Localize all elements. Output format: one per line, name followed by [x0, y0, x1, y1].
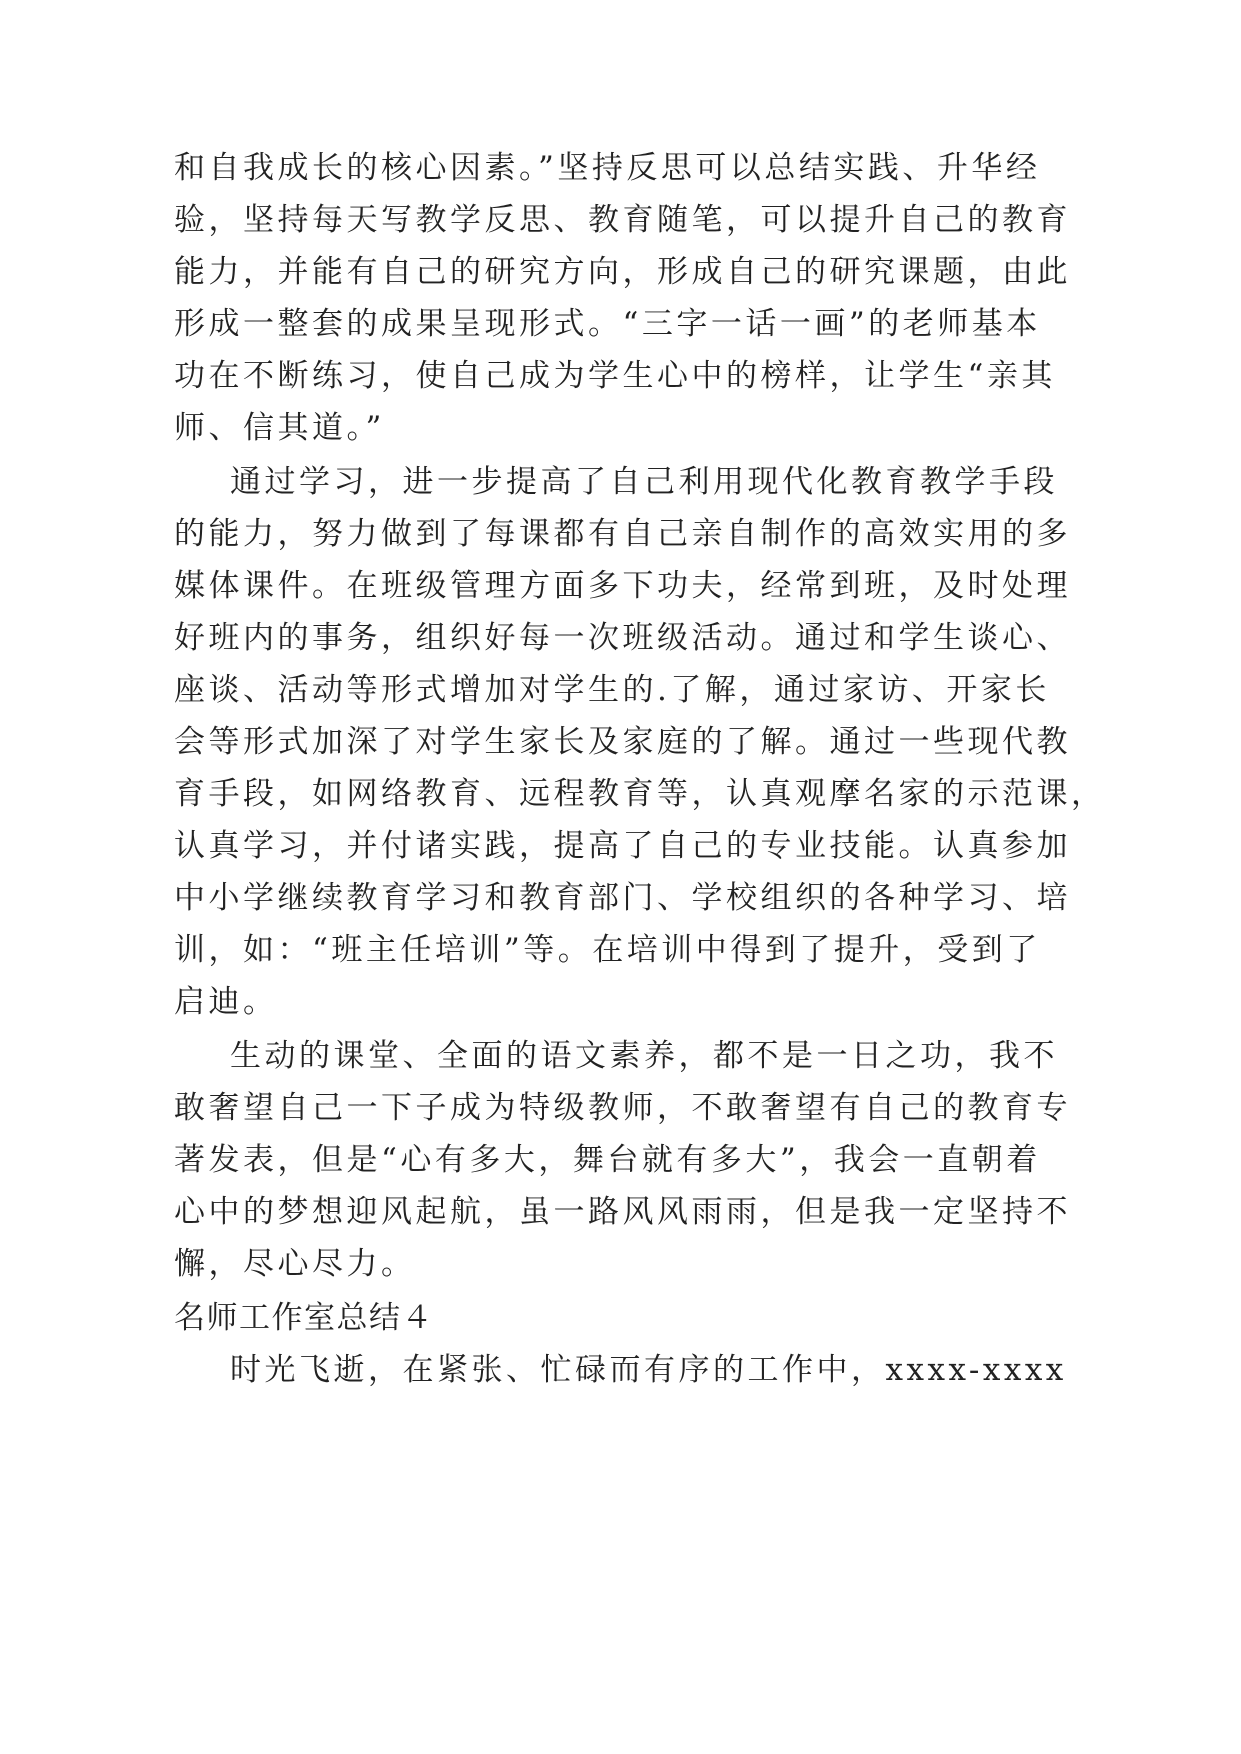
text-line: 认真学习，并付诸实践，提高了自己的专业技能。认真参加: [174, 828, 1071, 864]
text-line: 验，坚持每天写教学反思、教育随笔，可以提升自己的教育: [174, 202, 1071, 238]
text-line: 会等形式加深了对学生家长及家庭的了解。通过一些现代教: [174, 724, 1071, 760]
text-line: 好班内的事务，组织好每一次班级活动。通过和学生谈心、: [174, 620, 1071, 656]
text-line: 能力，并能有自己的研究方向，形成自己的研究课题，由此: [174, 254, 1071, 290]
paragraph-first-line: 时光飞逝，在紧张、忙碌而有序的工作中，xxxx-xxxx: [230, 1352, 1067, 1388]
text-line: 形成一整套的成果呈现形式。“三字一话一画”的老师基本: [174, 306, 1041, 342]
text-line: 师、信其道。”: [174, 410, 385, 446]
text-line: 懈，尽心尽力。: [174, 1246, 416, 1282]
paragraph-first-line: 生动的课堂、全面的语文素养，都不是一日之功，我不: [230, 1038, 1058, 1074]
text-line: 心中的梦想迎风起航，虽一路风风雨雨，但是我一定坚持不: [174, 1194, 1071, 1230]
text-line: 著发表，但是“心有多大，舞台就有多大”，我会一直朝着: [174, 1142, 1041, 1178]
text-line: 媒体课件。在班级管理方面多下功夫，经常到班，及时处理: [174, 568, 1071, 604]
text-line: 育手段，如网络教育、远程教育等，认真观摩名家的示范课，: [174, 776, 1106, 812]
section-heading: 名师工作室总结４: [174, 1300, 434, 1336]
text-line: 和自我成长的核心因素。”坚持反思可以总结实践、升华经: [174, 150, 1041, 186]
text-line: 启迪。: [174, 984, 278, 1020]
text-line: 的能力，努力做到了每课都有自己亲自制作的高效实用的多: [174, 516, 1071, 552]
text-line: 敢奢望自己一下子成为特级教师，不敢奢望有自己的教育专: [174, 1090, 1071, 1126]
text-line: 训，如：“班主任培训”等。在培训中得到了提升，受到了: [174, 932, 1041, 968]
paragraph-first-line: 通过学习，进一步提高了自己利用现代化教育教学手段: [230, 464, 1058, 500]
text-line: 功在不断练习，使自己成为学生心中的榜样，让学生“亲其: [174, 358, 1056, 394]
text-line: 中小学继续教育学习和教育部门、学校组织的各种学习、培: [174, 880, 1071, 916]
text-line: 座谈、活动等形式增加对学生的.了解，通过家访、开家长: [174, 672, 1050, 708]
